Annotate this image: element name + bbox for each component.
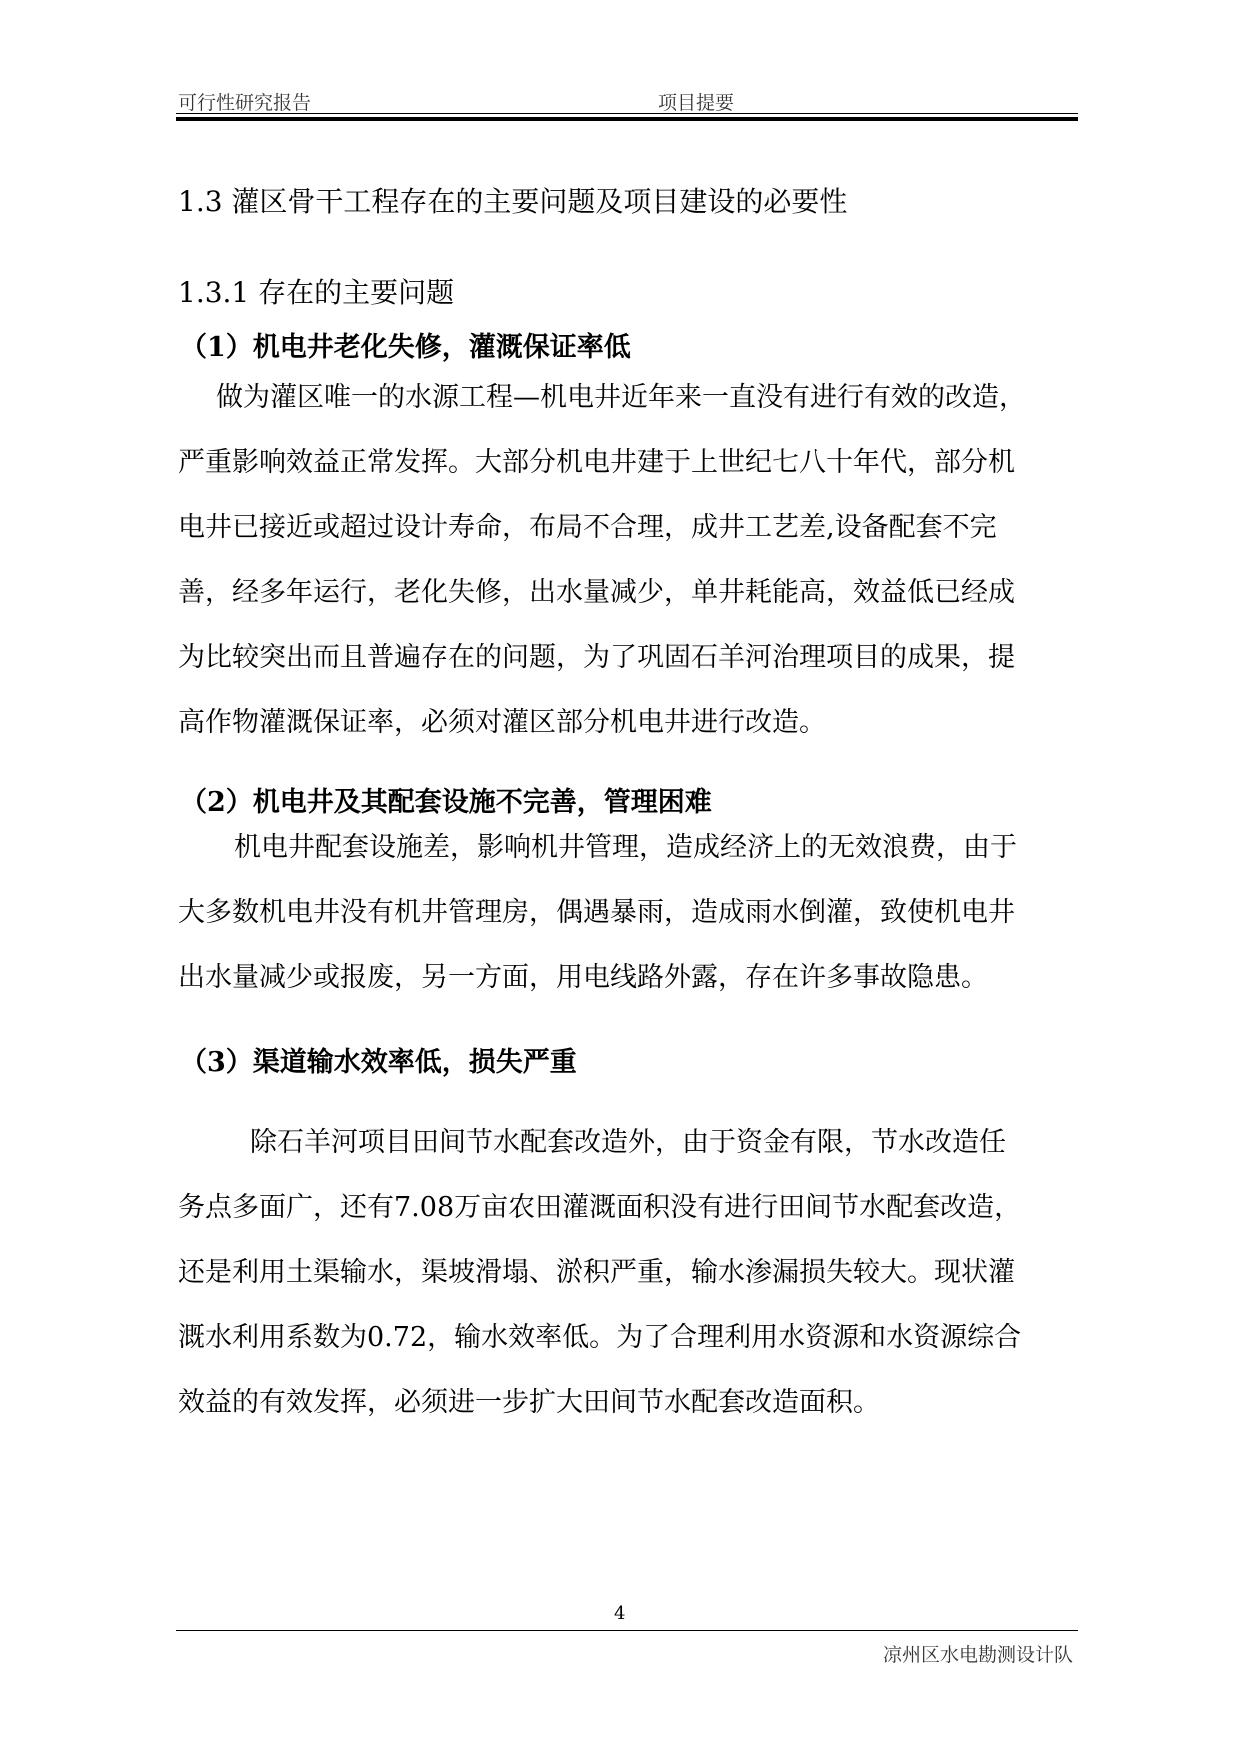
paragraph-line: 为比较突出而且普遍存在的问题，为了巩固石羊河治理项目的成果，提 — [178, 642, 1015, 673]
paragraph-line: 除石羊河项目田间节水配套改造外，由于资金有限，节水改造任 — [250, 1127, 1006, 1158]
paragraph-line: 机电井配套设施差，影响机井管理，造成经济上的无效浪费，由于 — [234, 832, 1017, 863]
issue-2-paragraph — [178, 815, 1098, 1010]
paragraph-line: 还是利用土渠输水，渠坡滑塌、淤积严重，输水渗漏损失较大。现状灌 — [178, 1257, 1015, 1288]
paragraph-line: 严重影响效益正常发挥。大部分机电井建于上世纪七八十年代，部分机 — [178, 447, 1015, 478]
paragraph-line: 溉水利用系数为0.72，输水效率低。为了合理利用水资源和水资源综合 — [178, 1322, 1022, 1353]
footer-rule — [176, 1630, 1078, 1631]
paragraph-line: 高作物灌溉保证率，必须对灌区部分机电井进行改造。 — [178, 707, 826, 738]
paragraph-line: 出水量减少或报废，另一方面，用电线路外露，存在许多事故隐患。 — [178, 962, 988, 993]
paragraph-line: 大多数机电井没有机井管理房，偶遇暴雨，造成雨水倒灌，致使机电井 — [178, 897, 1015, 928]
page-number: 4 — [614, 1603, 626, 1624]
issue-3-heading: （3）渠道输水效率低，损失严重 — [180, 1047, 577, 1078]
paragraph-line: 善，经多年运行，老化失修，出水量减少，单井耗能高，效益低已经成 — [178, 577, 1015, 608]
header-rule-thin — [176, 113, 1078, 114]
header-report-title: 可行性研究报告 — [178, 92, 312, 114]
subsection-title: 1.3.1 存在的主要问题 — [178, 276, 455, 309]
paragraph-line: 效益的有效发挥，必须进一步扩大田间节水配套改造面积。 — [178, 1387, 880, 1418]
footer-organization: 凉州区水电勘测设计队 — [882, 1644, 1073, 1666]
issue-1-paragraph — [178, 365, 1098, 755]
paragraph-line: 务点多面广，还有7.08万亩农田灌溉面积没有进行田间节水配套改造， — [178, 1192, 1022, 1223]
issue-1-heading: （1）机电井老化失修，灌溉保证率低 — [180, 332, 631, 363]
paragraph-line: 做为灌区唯一的水源工程—机电井近年来一直没有进行有效的改造， — [216, 382, 1026, 413]
issue-2-heading: （2）机电井及其配套设施不完善，管理困难 — [180, 787, 712, 818]
header-section-name: 项目提要 — [658, 92, 735, 114]
issue-3-paragraph — [178, 1110, 1098, 1435]
header-rule-thick — [176, 117, 1078, 121]
section-title: 1.3 灌区骨干工程存在的主要问题及项目建设的必要性 — [178, 185, 848, 218]
paragraph-line: 电井已接近或超过设计寿命，布局不合理，成井工艺差,设备配套不完 — [178, 512, 997, 543]
